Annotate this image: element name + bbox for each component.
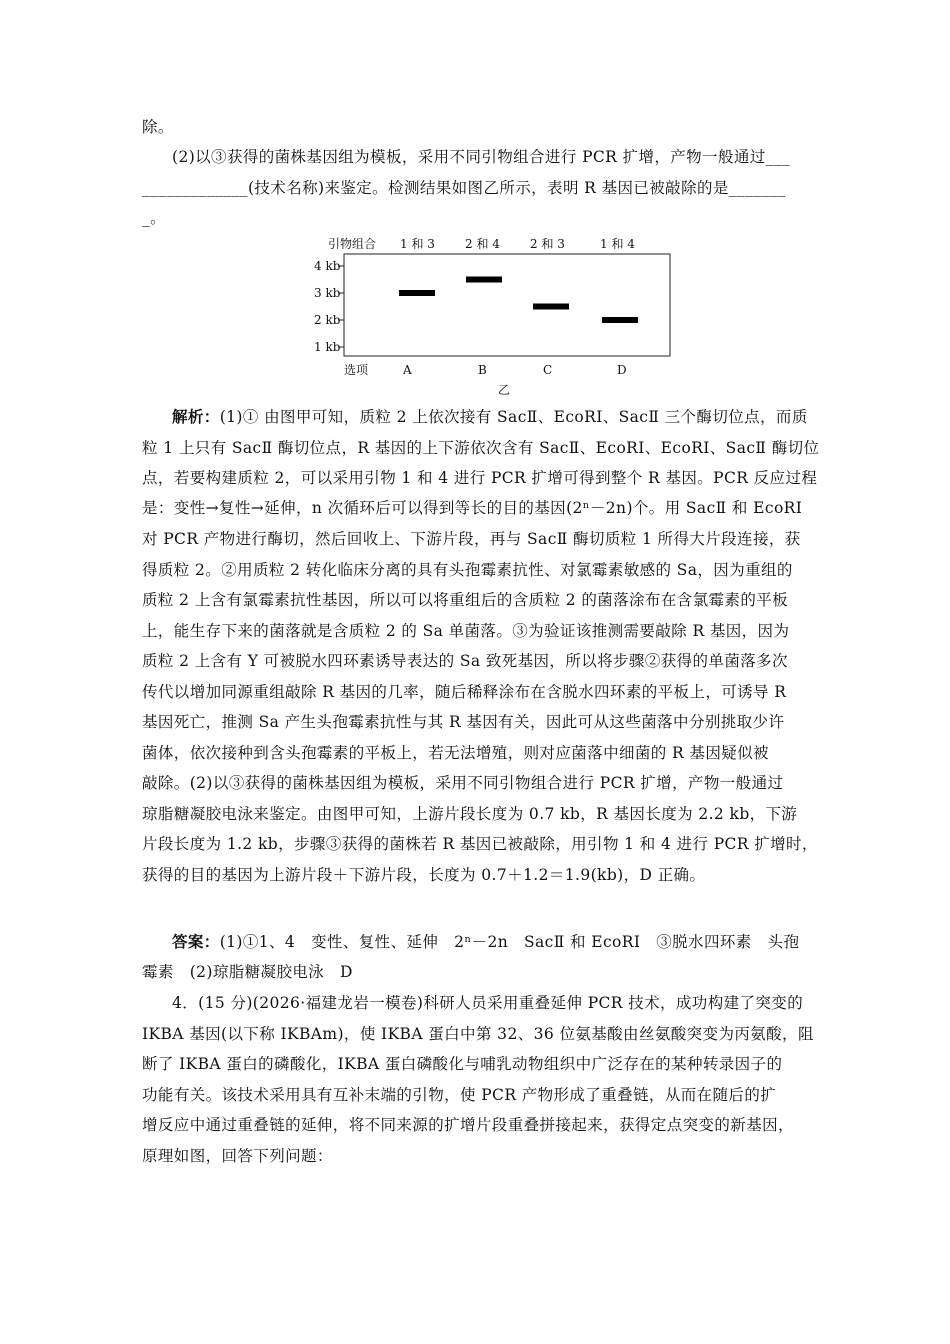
analysis-line (142, 590, 810, 610)
q4-line: 功能有关。该技术采用具有互补末端的引物，使 PCR 产物形成了重叠链，从而在随后的扩 (142, 1086, 777, 1104)
q4-line: 断了 IKBA 蛋白的磷酸化，IKBA 蛋白磷酸化与哺乳动物组织中广泛存在的某种转录因子的 (142, 1055, 783, 1073)
analysis-text: 粒 1 上只有 SacⅡ 酶切位点，R 基因的上下游依次含有 SacⅡ、EcoRI、EcoRI、SacⅡ 酶切位 (142, 439, 820, 457)
primer-combo-label: 引物组合 (328, 237, 377, 251)
q2-tail: 除。 (142, 118, 174, 136)
analysis-line (142, 498, 810, 518)
answer-label: 答案： (172, 932, 220, 951)
q4-line: 增反应中通过重叠链的延伸，将不同来源的扩增片段重叠拼接起来，获得定点突变的新基因， (142, 1116, 794, 1134)
analysis-line (172, 407, 810, 427)
option-b: B (478, 363, 487, 377)
lane-primers-c: 2 和 3 (530, 237, 565, 251)
analysis-label: 解析： (172, 407, 220, 426)
lane-primers-b: 2 和 4 (465, 237, 500, 251)
analysis-line (142, 438, 820, 458)
lane-primers-d: 1 和 4 (600, 237, 635, 251)
answer-text-1: (1)①1、4 变性、复性、延伸 2ⁿ－2n SacⅡ 和 EcoRI ③脱水四环素 头孢 (219, 933, 800, 951)
answer-line-1 (172, 932, 810, 952)
analysis-line (142, 712, 810, 732)
analysis-text: 敲除。(2)以③获得的菌株基因组为模板，采用不同引物组合进行 PCR 扩增，产物一般通过 (142, 774, 784, 792)
q4-line: 原理如图，回答下列问题： (142, 1147, 333, 1165)
analysis-text: 传代以增加同源重组敲除 R 基因的几率，随后稀释涂布在含脱水四环素的平板上，可诱导 R (142, 683, 787, 701)
gel-band (399, 290, 435, 296)
option-a: A (403, 363, 412, 377)
q4-line: IKBA 基因(以下称 IKBAm)，使 IKBA 蛋白中第 32、36 位氨基酸由丝氨酸突变为丙氨酸，阻 (142, 1025, 814, 1043)
analysis-text: 琼脂糖凝胶电泳来鉴定。由图甲可知，上游片段长度为 0.7 kb，R 基因长度为 2.2 kb，下游 (142, 805, 798, 823)
analysis-line (142, 682, 810, 702)
analysis-line (142, 804, 810, 824)
q2-line-3: _。 (142, 209, 167, 227)
answer-line-2: 霉素 (2)琼脂糖凝胶电泳 D (142, 963, 353, 981)
analysis-text: 质粒 2 上含有 Y 可被脱水四环素诱导表达的 Sa 致死基因，所以将步骤②获得的单菌落多次 (142, 652, 788, 670)
gel-band (466, 277, 502, 283)
lane-primers-a: 1 和 3 (400, 237, 435, 251)
analysis-line (142, 560, 810, 580)
analysis-line (142, 651, 810, 671)
analysis-text: 质粒 2 上含有氯霉素抗性基因，所以可以将重组后的含质粒 2 的菌落涂布在含氯霉素的平板 (142, 591, 789, 609)
gel-frame (344, 254, 670, 356)
tick-3kb: 3 kb (314, 286, 341, 300)
analysis-line (142, 834, 818, 854)
analysis-text: 片段长度为 1.2 kb，步骤③获得的菌株若 R 基因已被敲除，用引物 1 和 4 进行 PCR 扩增时， (142, 835, 818, 853)
q2-line-1: (2)以③获得的菌株基因组为模板，采用不同引物组合进行 PCR 扩增，产物一般通过___ (172, 148, 791, 166)
q4-line: 4．(15 分)(2026·福建龙岩一模卷)科研人员采用重叠延伸 PCR 技术，成功构建了突变的 (172, 994, 804, 1012)
analysis-text: 菌体，依次接种到含头孢霉素的平板上，若无法增殖，则对应菌落中细菌的 R 基因疑似被 (142, 744, 769, 762)
analysis-line (142, 865, 810, 885)
analysis-text: 获得的目的基因为上游片段＋下游片段，长度为 0.7＋1.2＝1.9(kb)，D 正确。 (142, 866, 706, 884)
analysis-line (142, 529, 810, 549)
analysis-text: (1)① 由图甲可知，质粒 2 上依次接有 SacⅡ、EcoRI、SacⅡ 三个酶切位点，而质 (219, 408, 808, 426)
tick-2kb: 2 kb (314, 313, 341, 327)
analysis-line (142, 468, 818, 488)
analysis-text: 基因死亡，推测 Sa 产生头孢霉素抗性与其 R 基因有关，因此可从这些菌落中分别挑取少许 (142, 713, 785, 731)
gel-band (533, 304, 569, 310)
gel-band (602, 317, 638, 323)
figure-caption: 乙 (498, 383, 511, 397)
analysis-line (142, 773, 810, 793)
tick-4kb: 4 kb (314, 259, 341, 273)
gel-bands (399, 277, 638, 324)
analysis-text: 点，若要构建质粒 2，可以采用引物 1 和 4 进行 PCR 扩增可得到整个 R 基因。PCR 反应过程 (142, 469, 818, 487)
analysis-text: 上，能生存下来的菌落就是含质粒 2 的 Sa 单菌落。③为验证该推测需要敲除 R 基因，因为 (142, 622, 790, 640)
analysis-line (142, 621, 810, 641)
option-label: 选项 (344, 363, 369, 377)
option-c: C (543, 363, 553, 377)
analysis-line (142, 743, 810, 763)
option-d: D (617, 363, 627, 377)
analysis-text: 对 PCR 产物进行酶切，然后回收上、下游片段，再与 SacⅡ 酶切质粒 1 所得大片段连接，获 (142, 530, 801, 548)
analysis-text: 是：变性→复性→延伸，n 次循环后可以得到等长的目的基因(2ⁿ－2n)个。用 SacⅡ 和 EcoRI (142, 499, 803, 517)
analysis-text: 得质粒 2。②用质粒 2 转化临床分离的具有头孢霉素抗性、对氯霉素敏感的 Sa，因为重组的 (142, 561, 793, 579)
q2-line-2: _____________(技术名称)来鉴定。检测结果如图乙所示，表明 R 基因已被敲除的是_______ (142, 179, 786, 197)
tick-1kb: 1 kb (314, 340, 341, 354)
